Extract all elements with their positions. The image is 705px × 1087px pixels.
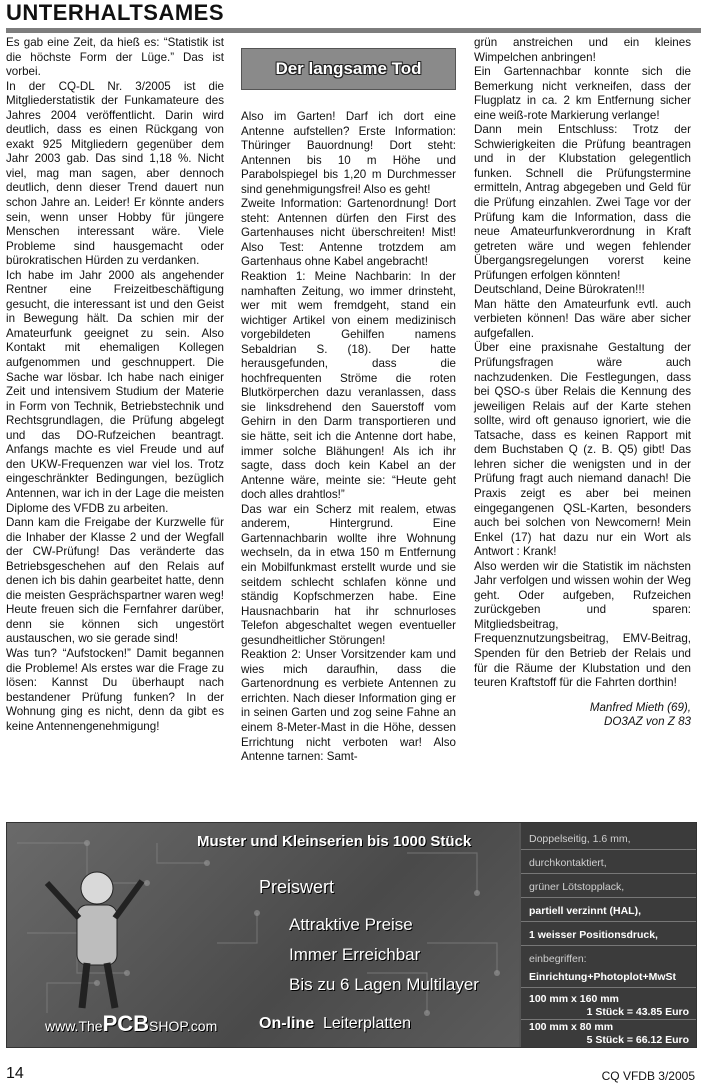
- logo-main: PCB: [102, 1011, 150, 1036]
- article-column-3: [474, 36, 691, 730]
- spec-line: durchkontaktiert,: [529, 857, 607, 869]
- ad-visual-area: [7, 823, 519, 1047]
- spec-line: Doppelseitig, 1.6 mm,: [529, 833, 631, 845]
- paragraph: Dann mein Entschluss: Trotz der Schwierigkeiten die Prüfung beantragen und in der Klubstation gelegentlich funken. Schnell die Prüfungstermine ermitteln, Antrag abgegeben und Geld für die Prüfung einzahlen. Zwei Tage vor der Prüfung kam die Information, dass die neue Amateurfunkverordnung in Kraft getreten wäre und wegen fehlender Übergangsregelungen vorerst keine Prüfungen erfolgen könnten!: [474, 123, 691, 282]
- price-value: 1 Stück = 43.85 Euro: [586, 1005, 689, 1018]
- article-headline-box: [241, 48, 456, 90]
- page-number: 14: [6, 1065, 24, 1082]
- magazine-issue: CQ VFDB 3/2005: [601, 1069, 695, 1083]
- logo-prefix: www.The: [45, 1018, 103, 1034]
- spec-divider: [521, 1019, 696, 1020]
- spec-divider: [521, 945, 696, 946]
- paragraph: Es gab eine Zeit, da hieß es: “Statistik ist die höchste Form der Lüge.” Das ist vorbei.: [6, 36, 224, 79]
- pcbshop-logo: [45, 1011, 217, 1037]
- author-name: Manfred Mieth (69),: [589, 700, 691, 714]
- ad-feature: Immer Erreichbar: [289, 945, 421, 964]
- spec-line: partiell verzinnt (HAL),: [529, 905, 642, 917]
- cartoon-figure-icon: [37, 863, 147, 1013]
- spec-divider: [521, 897, 696, 898]
- spec-divider: [521, 987, 696, 988]
- paragraph: Man hätte den Amateurfunk evtl. auch verbieten können! Das wäre aber sicher aufgefallen.: [474, 297, 691, 340]
- logo-suffix: SHOP.com: [149, 1018, 218, 1034]
- article-column-1: [6, 36, 224, 734]
- author-callsign: DO3AZ von Z 83: [604, 715, 691, 729]
- paragraph: Deutschland, Deine Bürokraten!!!: [474, 283, 645, 297]
- price-block: [529, 1021, 689, 1046]
- paragraph: In der CQ-DL Nr. 3/2005 ist die Mitgliederstatistik der Funkamateure des Jahres 2004 veröffentlicht. Darin wird deutlich, dass es einen Rückgang von exakt 925 Mitgliedern gegenüber dem Jahr 2003 gab. Das sind 1,18 %. Nicht viel, mag man sagen, aber dennoch deutlich, denn dieser Trend dauert nun schon Jahre an. Leider! Er könnte anders sein, wenn unser Hobby für jüngere Menschen interessant wäre. Viele Probleme sind hausgemacht oder bürokratischen Hürden zu verdanken.: [6, 79, 224, 268]
- spec-divider: [521, 849, 696, 850]
- ad-spec-panel: [521, 823, 696, 1047]
- price-value: 5 Stück = 66.12 Euro: [586, 1033, 689, 1046]
- ad-online-label: On-line: [259, 1015, 315, 1032]
- ad-headline: Muster und Kleinserien bis 1000 Stück: [197, 833, 472, 850]
- section-title: UNTERHALTSAMES: [6, 0, 225, 25]
- paragraph: Über eine praxisnahe Gestaltung der Prüfungsfragen wäre auch nachzudenken. Die Festlegungen, dass bei QSO-s über Relais die Kennung des jeweiligen Relais auf der Karte stehen sollte, wird oft genauso ignoriert, wie die Tatsache, dass es keinen Rapport mit dem Buchstaben Q (z. B. Q5) gibt! Das lehren sicher die wenigsten und in der Prüfung fragt auch niemand danach! Die Praxis zeigt es aber bei meinen eingegangenen QSL-Karten, besonders auch bei solchen von Newcomern! Mein Enkel (17) hat dazu nur ein Wort als Antwort : Krank!: [474, 341, 691, 559]
- advertisement: [6, 822, 697, 1048]
- paragraph: Reaktion 2: Unser Vorsitzender kam und wies mich daraufhin, dass die Gartenordnung es verbiete Antennen zu errichten. Nach dieser Information ging er in seinen Garten und zog seine Fahne an einem 8-Meter-Mast in die Höhe, dessen Errichtung nicht verboten war! Also Antenne tarnen: Samt-: [241, 648, 456, 764]
- paragraph: Das war ein Scherz mit realem, etwas anderem, Hintergrund. Eine Gartennachbarin wollte ihre Wohnung wechseln, da in etwa 150 m Entfernung ein Mobilfunkmast erstellt wurde und sie seitdem schlecht schlafen könne und ständig Kopfschmerzen habe. Eine Hausnachbarin hat ihr schnurloses Telefon abgeschaltet wegen eventueller gesundheitlicher Störungen!: [241, 502, 456, 647]
- ad-feature: Attraktive Preise: [289, 915, 413, 934]
- paragraph: grün anstreichen und ein kleines Wimpelchen anbringen!: [474, 36, 691, 64]
- spec-line: 1 weisser Positionsdruck,: [529, 929, 658, 941]
- spec-line: Einrichtung+Photoplot+MwSt: [529, 971, 676, 983]
- spec-line: grüner Lötstopplack,: [529, 881, 625, 893]
- ad-preiswert: Preiswert: [259, 877, 335, 897]
- paragraph: Reaktion 1: Meine Nachbarin: In der namhaften Zeitung, wo immer drinsteht, wer mit wem fremdgeht, stand ein wichtiger Artikel von einem medizinisch vorgebildeten Gehilfen namens Sebaldrian S. (18). Der hatte herausgefunden, dass die hochfrequenten Ströme die roten Blutkörperchen dazu veranlassen, dass sie linksdrehend den Sauerstoff vom Gehirn in den Darm transportieren und sie hätte, seit ich die Antenne dort habe, immer solche Blähungen! Als ich ihr sagte, dass doch kein Kabel an der Antenne wäre, meinte sie: “Heute geht doch alles drahtlos!”: [241, 270, 456, 502]
- price-block: [529, 993, 689, 1018]
- spec-divider: [521, 873, 696, 874]
- ad-leiterplatten: Leiterplatten: [323, 1015, 412, 1032]
- spec-line: einbegriffen:: [529, 953, 587, 965]
- paragraph: Dann kam die Freigabe der Kurzwelle für die Inhaber der Klasse 2 und der Wegfall der CW-Prüfung! Das veränderte das Betriebsgeschehen auf den Relais auf denen ich bis dahin gearbeitet hatte, denn die meisten Gesprächspartner waren weg! Heute freuen sich die Fernfahrer darüber, denn sie können sich ungestört austauschen, wo sie gerade sind!: [6, 516, 224, 646]
- paragraph: Ein Gartennachbar konnte sich die Bemerkung nicht verkneifen, dass der Flugplatz in ca. 2 km Entfernung sicher eine weiß-rote Markierung verlange!: [474, 65, 691, 122]
- price-size: 100 mm x 160 mm: [529, 993, 619, 1005]
- paragraph: Zweite Information: Gartenordnung! Dort steht: Antennen dürfen den First des Gartenhauses nicht überschreiten! Mist! Also Test: Antenne trotzdem am Gartenhaus ohne Kabel angebracht!: [241, 197, 456, 269]
- paragraph: Ich habe im Jahr 2000 als angehender Rentner eine Freizeitbeschäftigung gesucht, die interessant ist und den Geist in Bewegung hält. Da schien mir der Amateurfunk geeignet zu sein. Also Kontakt mit ehemaligen Kollegen aufgenommen und geschnuppert. Die Sache war lösbar. Ich habe nach einiger Zeit und intensivem Studium der Materie in Form von Technik, Betriebstechnik und Rechtsgrundlagen, die Prüfung abgelegt und das DO-Rufzeichen beantragt. Anfangs machte es viel Freude und auf den UKW-Frequenzen war viel los. Trotz eingeschränkter Bedingungen, bezüglich Antennen, war ich in der Lage die meisten Diplome des VFDB zu arbeiten.: [6, 268, 224, 515]
- article-column-2: [241, 110, 456, 765]
- author-credit: [474, 701, 691, 730]
- article-headline: Der langsame Tod: [275, 59, 422, 78]
- ad-feature: Bis zu 6 Lagen Multilayer: [289, 975, 479, 994]
- paragraph: Was tun? “Aufstocken!” Damit begannen die Probleme! Als erstes war die Frage zu lösen: Kannst Du überhaupt nach bestandener Prüfung funken? In der Wohnung ging es nicht, denn da gibt es keine Antennengenehmigung!: [6, 646, 224, 733]
- ad-online-line: [259, 1015, 411, 1033]
- header-rule: [6, 28, 701, 33]
- price-size: 100 mm x 80 mm: [529, 1021, 614, 1033]
- paragraph: Also im Garten! Darf ich dort eine Antenne aufstellen? Erste Information: Thüringer Bauordnung! Dort steht: Antennen bis 10 m Höhe und Parabolspiegel bis 1,20 m Durchmesser sind genehmigungsfrei! Also es geht!: [241, 110, 456, 196]
- spec-divider: [521, 921, 696, 922]
- paragraph: Also werden wir die Statistik im nächsten Jahr verfolgen und wissen wohin der Weg geht. Oder aufgeben, Rufzeichen zurückgeben und sparen: Mitgliedsbeitrag, Frequenznutzungsbeitrag, EMV-Beitrag, Spenden für den Betrieb der Relais und für die Räume der Klubstation und den teuren Kraftstoff für die Fahrten dorthin!: [474, 559, 691, 690]
